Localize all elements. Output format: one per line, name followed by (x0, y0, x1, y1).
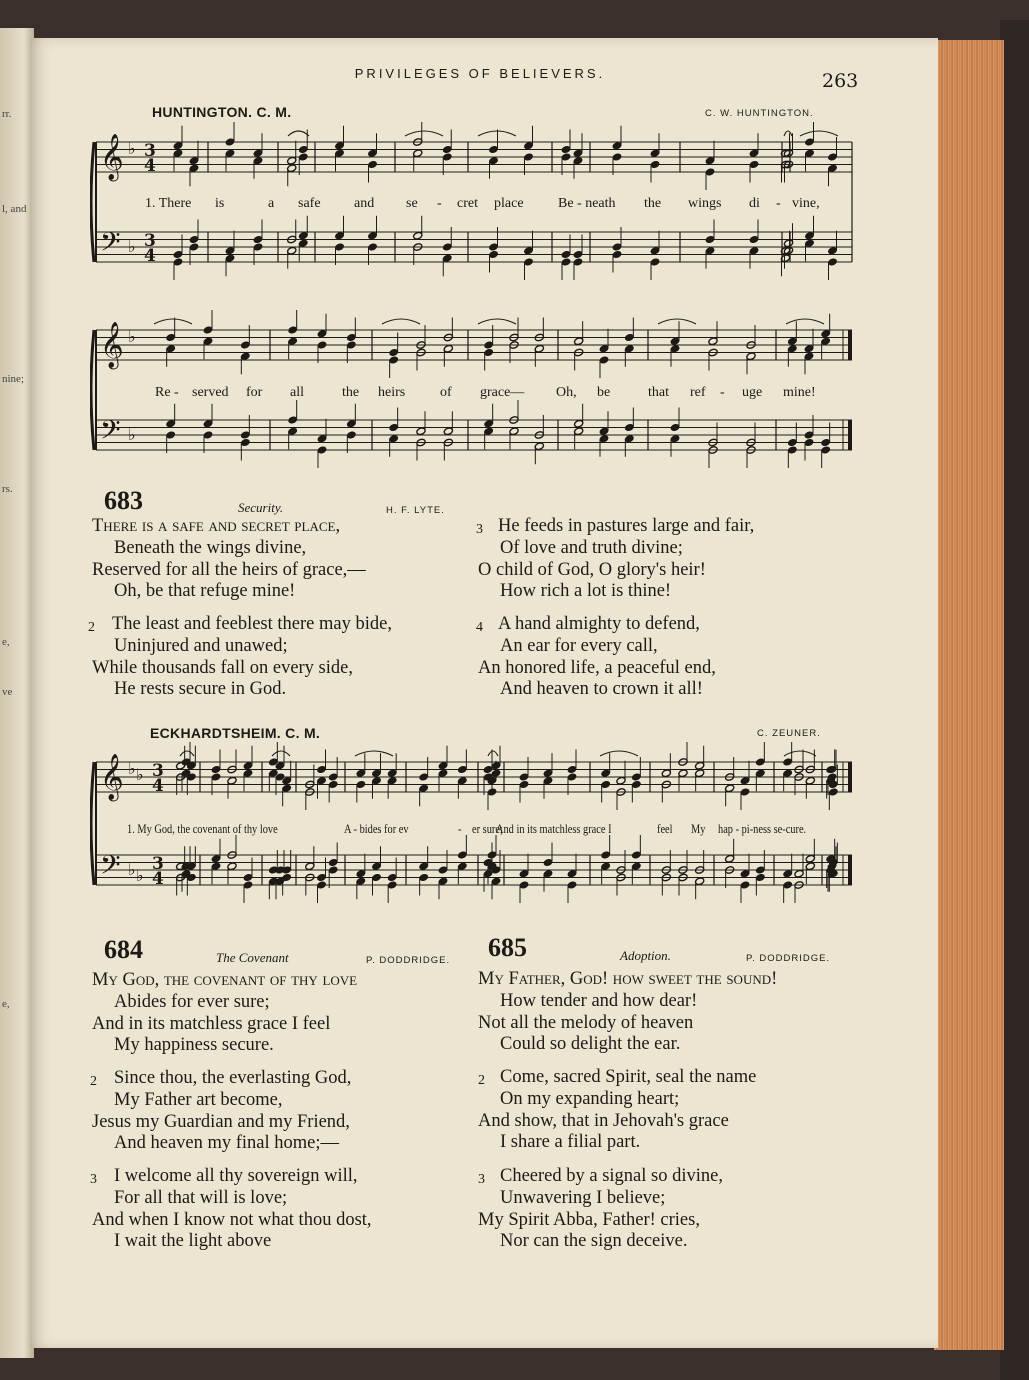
verse-line: An ear for every call, (500, 635, 658, 656)
page-edges (934, 40, 1004, 1350)
verse-line: I share a filial part. (500, 1132, 641, 1153)
hymn-author-685: P. DODDRIDGE. (746, 953, 831, 964)
lyric-syllable: feel (657, 822, 673, 836)
verse-line: My Father art become, (114, 1089, 283, 1110)
lyric-syllable: the (644, 196, 662, 211)
verse-line: Not all the melody of heaven (478, 1012, 694, 1033)
tune-name-eckhardtsheim: ECKHARDTSHEIM. C. M. (150, 725, 321, 741)
verse-line: Jesus my Guardian and my Friend, (92, 1111, 350, 1132)
left-fragment: e, (2, 636, 10, 648)
lyric-syllable: hap - pi-ness se-cure. (718, 822, 807, 836)
tune-name-huntington: HUNTINGTON. C. M. (152, 104, 292, 120)
time-signature-bottom: 4 (152, 869, 164, 889)
flat-icon: ♭ (128, 860, 136, 879)
verse-line: O child of God, O glory's heir! (478, 559, 706, 580)
hymn-number-684: 684 (104, 935, 143, 964)
verse-line: Abides for ever sure; (114, 991, 270, 1012)
lyric-syllable: the (342, 385, 360, 400)
slur (405, 131, 443, 136)
lyric-syllable: - (776, 196, 781, 211)
stanza-number: 2 (478, 1073, 485, 1088)
verse-line: And when I know not what thou dost, (92, 1209, 372, 1230)
left-fragment: ve (2, 686, 13, 698)
verse-line: For all that will is love; (114, 1187, 288, 1208)
verse-line: Beneath the wings divine, (114, 537, 307, 558)
bass-staff (96, 232, 852, 262)
slur (800, 131, 838, 136)
flat-icon: ♭ (128, 327, 136, 346)
bass-staff (96, 855, 852, 885)
stanza-683-3 (478, 516, 754, 603)
stanza-683-1 (92, 516, 366, 603)
treble-clef-icon: 𝄞 (100, 754, 124, 800)
stanza-number: 2 (90, 1074, 97, 1089)
flat-icon: ♭ (128, 139, 136, 158)
slur (786, 319, 824, 324)
verse-line: Could so delight the ear. (500, 1034, 681, 1055)
stanza-number: 3 (90, 1172, 97, 1187)
running-title: PRIVILEGES OF BELIEVERS. (354, 66, 606, 81)
time-signature-bottom: 4 (144, 156, 156, 176)
lyric-syllable: safe (298, 196, 321, 211)
lyric-syllable: 1. My God, the covenant of thy love (127, 822, 278, 836)
lyric-syllable: er sure; (472, 822, 503, 836)
verse-line: How tender and how dear! (500, 990, 698, 1011)
verse-line: How rich a lot is thine! (500, 581, 672, 602)
book-cover-edge (1000, 20, 1029, 1380)
lyric-syllable: vine, (792, 196, 820, 211)
verse-line: An honored life, a peaceful end, (478, 657, 716, 678)
lyric-syllable: mine! (783, 385, 816, 400)
slur (180, 751, 194, 756)
lyric-syllable: - (437, 196, 442, 211)
slur (784, 131, 792, 136)
bass-clef-icon: 𝄢 (100, 849, 121, 887)
tune-composer-eckhardtsheim: C. ZEUNER. (757, 728, 821, 739)
brace (91, 330, 94, 450)
verse-line: On my expanding heart; (500, 1088, 680, 1109)
flat-icon: ♭ (128, 759, 136, 778)
stanza-number: 3 (478, 1172, 485, 1187)
verse-line: Unwavering I believe; (500, 1187, 666, 1208)
treble-clef-icon: 𝄞 (100, 134, 124, 180)
hymn-number-683: 683 (104, 486, 143, 515)
slur (154, 319, 192, 324)
brace (91, 762, 94, 885)
lyric-syllable: of (440, 385, 452, 400)
verse-line: My happiness secure. (114, 1035, 274, 1056)
verse-line: Of love and truth divine; (500, 537, 683, 558)
verse-line: The least and feeblest there may bide, (112, 614, 392, 634)
lyric-syllable: - (458, 822, 462, 836)
lyric-syllable: all (290, 385, 304, 400)
lyric-syllable: is (215, 196, 225, 211)
verse-line: And heaven my final home;— (114, 1133, 340, 1154)
left-fragment: rr. (2, 108, 12, 120)
verse-line-text: There is a safe and secret place, (92, 516, 341, 536)
verse-line (478, 969, 777, 991)
hymn-author-684: P. DODDRIDGE. (366, 955, 451, 966)
verse-line: Uninjured and unawed; (114, 635, 288, 656)
lyric-syllable: Oh, (556, 385, 577, 400)
final-barline (848, 762, 852, 792)
flat-icon: ♭ (128, 237, 136, 256)
hymn-title-684: The Covenant (216, 950, 289, 965)
lyric-syllable: that (648, 385, 669, 400)
stanza-683-2 (88, 614, 392, 701)
verse-line: Reserved for all the heirs of grace,— (92, 559, 366, 580)
lyric-syllable: uge (742, 385, 763, 400)
time-signature-top: 3 (152, 854, 164, 874)
left-fragment: l, and (2, 203, 27, 215)
slur (600, 751, 638, 756)
slur (784, 751, 816, 756)
verse-line: And show, that in Jehovah's grace (478, 1110, 729, 1131)
bass-clef-icon: 𝄢 (100, 226, 121, 264)
lyric-syllable: Be - neath (558, 196, 616, 211)
brace (91, 142, 94, 262)
lyric-syllable: se (406, 196, 418, 211)
verse-line: Since thou, the everlasting God, (114, 1068, 352, 1088)
time-signature-top: 3 (144, 231, 156, 251)
verse-line (92, 970, 357, 992)
stanza-number: 3 (476, 522, 483, 537)
treble-staff (96, 330, 852, 360)
lyric-syllable: served (192, 385, 229, 400)
lyric-syllable: 1. There (145, 196, 192, 211)
stanza-684-3 (92, 1166, 372, 1253)
lyric-syllable: Re - (155, 385, 179, 400)
time-signature-bottom: 4 (144, 246, 156, 266)
page-number: 263 (822, 70, 859, 92)
stanza-683-4 (478, 614, 716, 701)
lyric-syllable: grace— (480, 385, 525, 400)
treble-clef-icon: 𝄞 (100, 322, 124, 368)
stanza-number: 4 (476, 620, 483, 635)
left-fragment: e, (2, 998, 10, 1010)
stanza-685-1 (478, 969, 777, 1056)
stanza-685-3 (478, 1166, 723, 1253)
slur (382, 319, 420, 324)
slur (478, 319, 516, 324)
verse-line: A hand almighty to defend, (498, 614, 700, 634)
lyric-syllable: A - bides for ev (344, 822, 409, 836)
final-barline (848, 330, 852, 360)
lyric-syllable: for (246, 385, 263, 400)
lyric-syllable: be (597, 385, 611, 400)
flat-icon: ♭ (136, 765, 144, 784)
verse-line: My Spirit Abba, Father! cries, (478, 1209, 700, 1230)
flat-icon: ♭ (128, 425, 136, 444)
lyric-syllable: - (720, 385, 725, 400)
lyric-syllable: heirs (378, 385, 406, 400)
left-page-margin (0, 28, 34, 1358)
tune-composer-huntington: C. W. HUNTINGTON. (705, 108, 814, 119)
lyric-syllable: My (691, 822, 706, 836)
stanza-684-1 (92, 970, 357, 1057)
verse-line (92, 516, 366, 538)
treble-staff (96, 142, 852, 172)
final-barline (848, 420, 852, 450)
lyric-syllable: cret (457, 196, 478, 211)
lyric-syllable: ref (690, 385, 706, 400)
verse-line: He feeds in pastures large and fair, (498, 516, 755, 536)
verse-line: Come, sacred Spirit, seal the name (500, 1067, 757, 1087)
verse-line: And in its matchless grace I feel (92, 1013, 331, 1034)
verse-line-text: My God, the covenant of thy love (92, 970, 358, 990)
stanza-684-2 (92, 1068, 351, 1155)
flat-icon: ♭ (136, 866, 144, 885)
hymn-title-685: Adoption. (620, 948, 671, 963)
verse-line: While thousands fall on every side, (92, 657, 353, 678)
slur (488, 751, 498, 756)
slur (288, 131, 309, 136)
verse-line: And heaven to crown it all! (500, 679, 703, 700)
verse-line: I welcome all thy sovereign will, (114, 1166, 358, 1186)
treble-staff (96, 762, 852, 792)
stanza-685-2 (478, 1067, 756, 1154)
hymn-title-683: Security. (238, 500, 284, 515)
verse-line: Oh, be that refuge mine! (114, 581, 296, 602)
slur (272, 751, 290, 756)
time-signature-top: 3 (144, 141, 156, 161)
lyric-syllable: place (494, 196, 524, 211)
bass-clef-icon: 𝄢 (100, 414, 121, 452)
verse-line: I wait the light above (114, 1231, 272, 1252)
time-signature-top: 3 (152, 761, 164, 781)
verse-line: Cheered by a signal so divine, (500, 1166, 723, 1186)
verse-line-text: My Father, God! how sweet the sound! (478, 969, 778, 989)
left-fragment: rs. (2, 483, 13, 495)
time-signature-bottom: 4 (152, 776, 164, 796)
lyric-syllable: di (749, 196, 760, 211)
lyric-syllable: and (354, 196, 375, 211)
slur (658, 319, 696, 324)
verse-line: Nor can the sign deceive. (500, 1231, 688, 1252)
lyric-syllable: wings (688, 196, 722, 211)
verse-line: He rests secure in God. (114, 679, 287, 700)
left-fragment: nine; (2, 373, 24, 385)
lyric-syllable: a (268, 196, 275, 211)
final-barline (848, 855, 852, 885)
stanza-number: 2 (88, 620, 95, 635)
slur (355, 751, 393, 756)
lyric-syllable: And in its matchless grace I (496, 822, 612, 836)
hymn-author-683: H. F. LYTE. (386, 505, 445, 516)
hymn-number-685: 685 (488, 933, 527, 962)
